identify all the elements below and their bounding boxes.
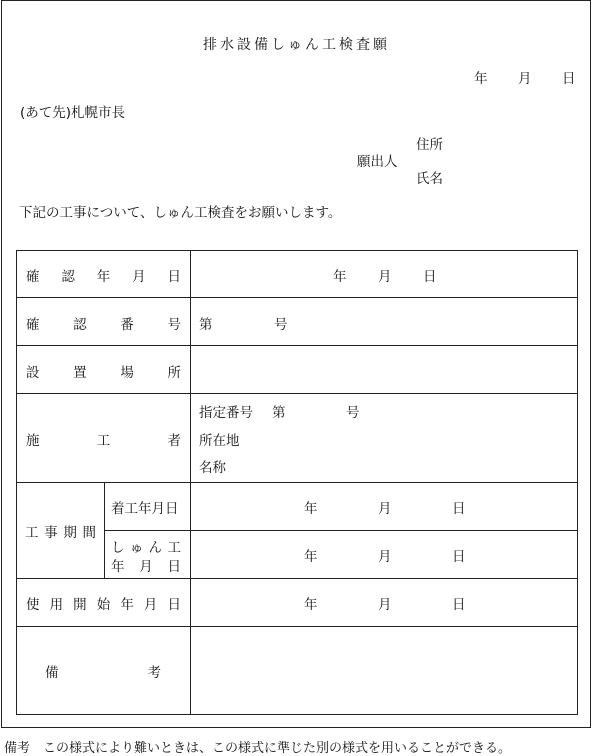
applicant-label: 願出人 <box>357 154 398 170</box>
start-date-label: 着工年月日 <box>111 501 179 517</box>
form-title: 排水設備しゅん工検査願 <box>203 37 390 53</box>
start-date-year: 年 <box>304 501 318 517</box>
confirm-number-suffix: 号 <box>274 317 288 333</box>
table-rule <box>16 345 578 346</box>
table-column-divider <box>190 250 191 715</box>
confirm-date-label: 確 認 年 月 日 <box>26 269 181 285</box>
table-border-right <box>577 250 578 715</box>
addressee: (あて先)札幌市長 <box>20 105 126 121</box>
remarks-label: 備 考 <box>45 665 161 681</box>
confirm-number-label: 確 認 番 号 <box>26 317 181 333</box>
use-start-day: 日 <box>452 597 466 613</box>
table-rule <box>16 626 578 627</box>
table-rule <box>16 578 578 579</box>
header-month-label: 月 <box>518 71 532 87</box>
table-rule <box>16 393 578 394</box>
applicant-name-label: 氏名 <box>416 171 443 187</box>
period-column-divider <box>104 482 105 578</box>
header-year-label: 年 <box>474 71 488 87</box>
table-border-bottom <box>16 714 578 715</box>
designation-number-prefix: 第 <box>272 405 286 421</box>
completion-date-day: 日 <box>452 549 466 565</box>
contractor-name-label: 名称 <box>199 460 226 476</box>
location-label: 設 置 場 所 <box>26 365 181 381</box>
use-start-month: 月 <box>378 597 392 613</box>
use-start-date-label: 使 用 開 始 年 月 日 <box>26 597 181 613</box>
confirm-date-month: 月 <box>378 269 392 285</box>
confirm-date-day: 日 <box>423 269 437 285</box>
table-rule <box>16 297 578 298</box>
completion-date-month: 月 <box>378 549 392 565</box>
table-border-top <box>16 250 578 251</box>
request-text: 下記の工事について、しゅん工検査をお願いします。 <box>19 205 342 221</box>
table-rule <box>16 482 578 483</box>
contractor-label: 施 工 者 <box>26 433 181 449</box>
confirm-number-prefix: 第 <box>199 317 213 333</box>
start-date-day: 日 <box>452 501 466 517</box>
completion-date-year: 年 <box>304 549 318 565</box>
use-start-year: 年 <box>304 597 318 613</box>
start-date-month: 月 <box>378 501 392 517</box>
header-day-label: 日 <box>562 71 576 87</box>
footnote: 備考 この様式により難いときは、この様式に準じた別の様式を用いることができる。 <box>4 741 512 756</box>
applicant-address-label: 住所 <box>416 137 443 153</box>
confirm-date-year: 年 <box>333 269 347 285</box>
table-rule <box>104 530 578 531</box>
construction-period-label: 工 事 期 間 <box>25 525 96 541</box>
table-border-left <box>16 250 17 715</box>
designation-number-label: 指定番号 <box>199 405 253 421</box>
completion-label-top: し ゅ ん 工 <box>111 540 181 556</box>
completion-label-bottom: 年 月 日 <box>111 559 181 575</box>
contractor-address-label: 所在地 <box>199 433 240 449</box>
designation-number-suffix: 号 <box>346 405 360 421</box>
